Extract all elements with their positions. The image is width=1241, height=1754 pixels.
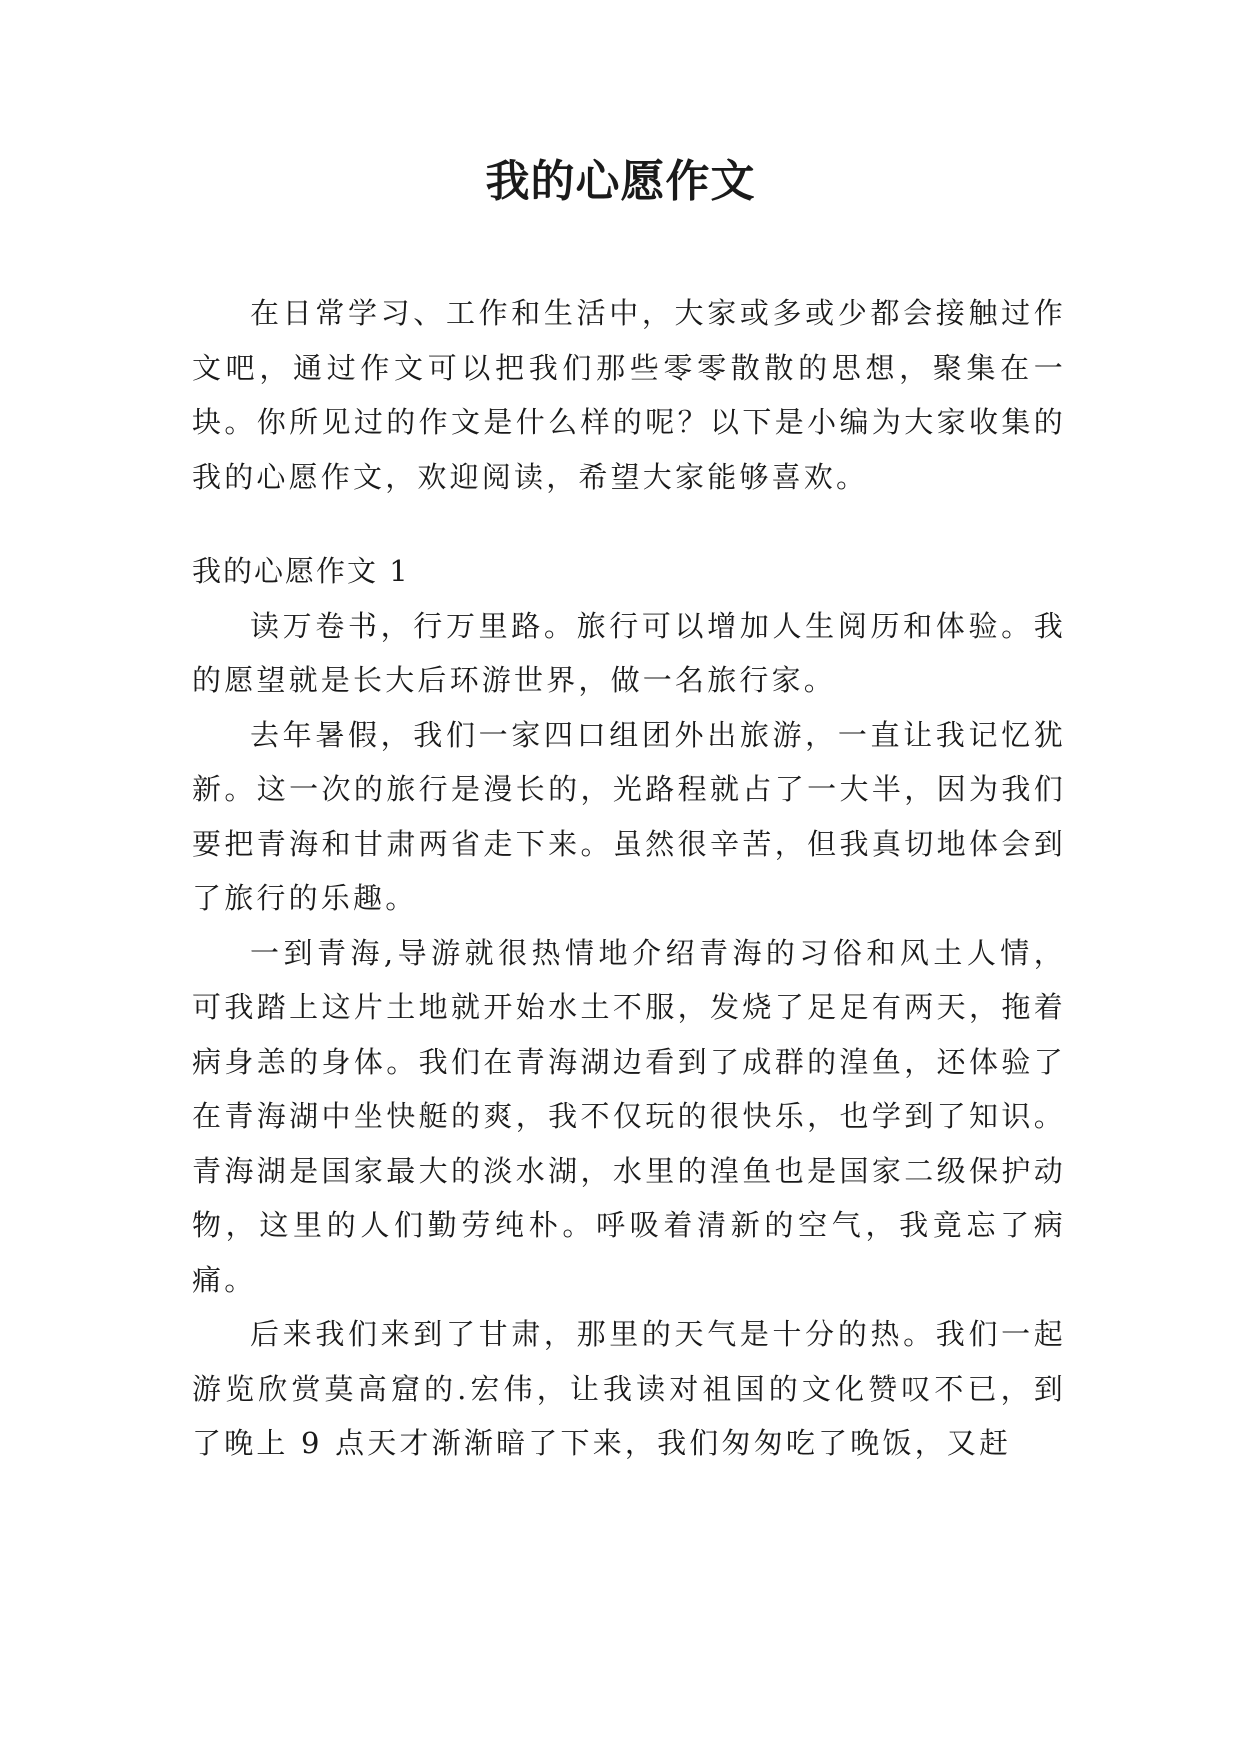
document-body — [192, 286, 1066, 1471]
body-paragraph: 读万卷书，行万里路。旅行可以增加人生阅历和体验。我的愿望就是长大后环游世界，做一名旅行家。 — [192, 608, 1066, 697]
section-heading: 我的心愿作文 1 — [192, 554, 410, 588]
body-paragraph: 一到青海,导游就很热情地介绍青海的习俗和风土人情，可我踏上这片土地就开始水土不服，发烧了足足有两天，拖着病身恙的身体。我们在青海湖边看到了成群的湟鱼，还体验了在青海湖中坐快艇的爽，我不仅玩的很快乐，也学到了知识。青海湖是国家最大的淡水湖，水里的湟鱼也是国家二级保护动物，这里的人们勤劳纯朴。呼吸着清新的空气，我竟忘了病痛。 — [192, 935, 1066, 1297]
document-title: 我的心愿作文 — [485, 156, 756, 207]
intro-paragraph: 在日常学习、工作和生活中，大家或多或少都会接触过作文吧，通过作文可以把我们那些零零散散的思想，聚集在一块。你所见过的作文是什么样的呢？以下是小编为大家收集的我的心愿作文，欢迎阅读，希望大家能够喜欢。 — [192, 296, 1066, 494]
body-paragraph: 后来我们来到了甘肃，那里的天气是十分的热。我们一起游览欣赏莫高窟的.宏伟，让我读对祖国的文化赞叹不已，到了晚上 9 点天才渐渐暗了下来，我们匆匆吃了晚饭，又赶 — [192, 1317, 1066, 1460]
body-paragraph: 去年暑假，我们一家四口组团外出旅游，一直让我记忆犹新。这一次的旅行是漫长的，光路程就占了一大半，因为我们要把青海和甘肃两省走下来。虽然很辛苦，但我真切地体会到了旅行的乐趣。 — [192, 717, 1066, 915]
